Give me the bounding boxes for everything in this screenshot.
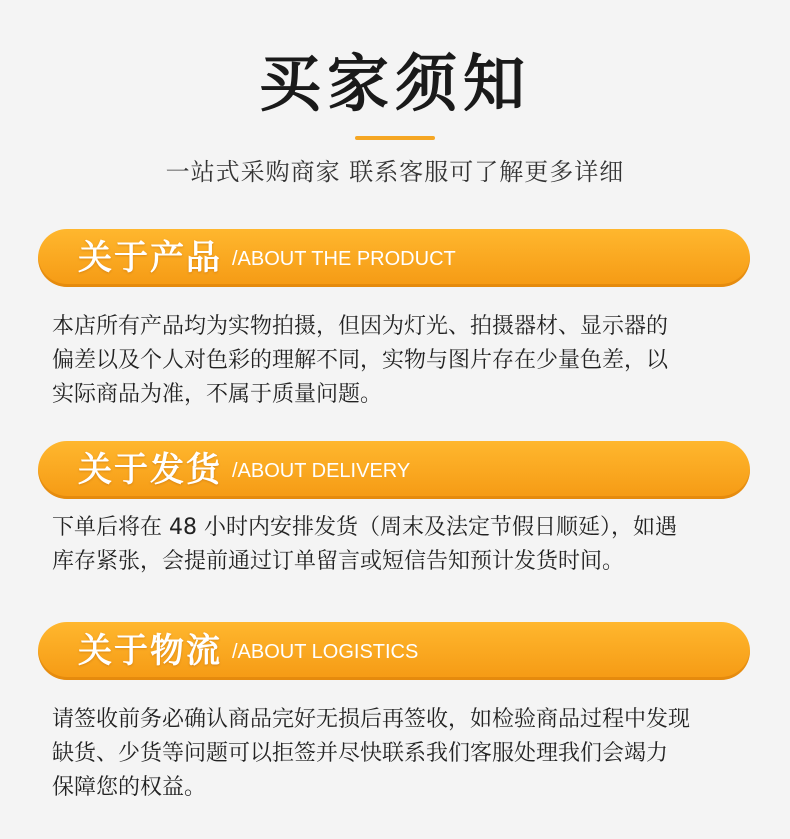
text-line: 库存紧张，会提前通过订单留言或短信告知预计发货时间。 bbox=[52, 549, 625, 574]
text-line: 缺货、少货等问题可以拒签并尽快联系我们客服处理我们会竭力 bbox=[52, 741, 669, 766]
section-banner-subtitle: /ABOUT DELIVERY bbox=[232, 460, 411, 482]
title-underline bbox=[355, 136, 435, 140]
section-banner-subtitle: /ABOUT THE PRODUCT bbox=[232, 248, 456, 270]
section-text-logistics bbox=[52, 703, 742, 805]
text-line: 保障您的权益。 bbox=[52, 775, 207, 800]
text-line: 下单后将在 48 小时内安排发货（周末及法定节假日顺延），如遇 bbox=[52, 515, 677, 540]
page-subtitle: 一站式采购商家 联系客服可了解更多详细 bbox=[165, 158, 625, 186]
section-banner-logistics bbox=[38, 622, 750, 680]
section-banner-title: 关于发货 bbox=[78, 450, 222, 490]
section-banner-subtitle: /ABOUT LOGISTICS bbox=[232, 641, 419, 663]
section-text-product bbox=[52, 310, 742, 412]
section-text-delivery bbox=[52, 511, 742, 579]
page-title: 买家须知 bbox=[258, 47, 531, 120]
text-line: 本店所有产品均为实物拍摄，但因为灯光、拍摄器材、显示器的 bbox=[52, 314, 669, 339]
text-line: 请签收前务必确认商品完好无损后再签收，如检验商品过程中发现 bbox=[52, 707, 691, 732]
section-banner-delivery bbox=[38, 441, 750, 499]
section-banner-title: 关于产品 bbox=[78, 238, 222, 278]
text-line: 实际商品为准，不属于质量问题。 bbox=[52, 382, 383, 407]
text-line: 偏差以及个人对色彩的理解不同，实物与图片存在少量色差，以 bbox=[52, 348, 669, 373]
section-banner-product bbox=[38, 229, 750, 287]
section-banner-title: 关于物流 bbox=[78, 631, 222, 671]
